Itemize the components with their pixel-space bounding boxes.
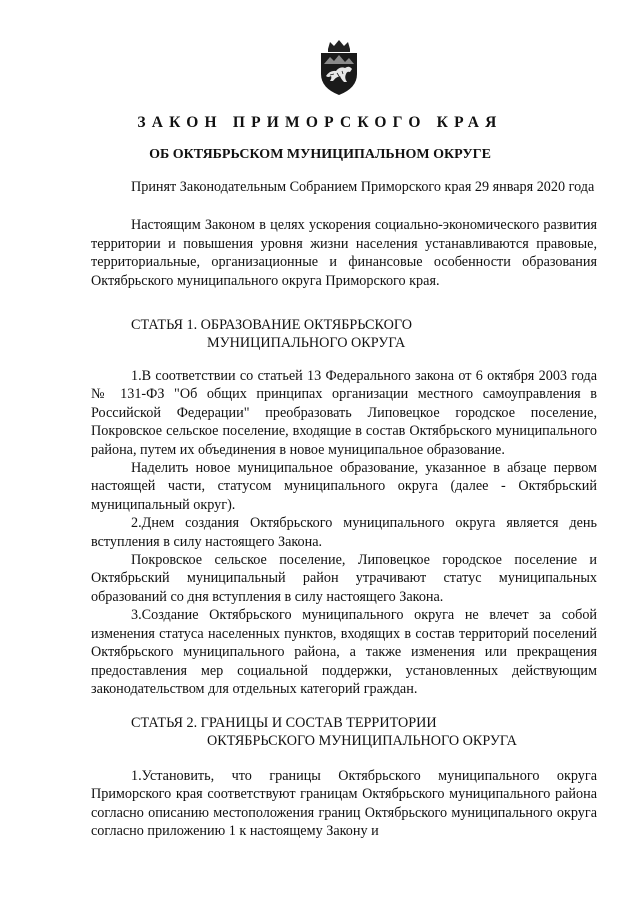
article-1-paragraph: Наделить новое муниципальное образование, указанное в абзаце первом настоящей части, статусом муниципального округа (далее - Октябрьский муниципальный округ). <box>91 460 597 513</box>
article-2-heading-line2: ОКТЯБРЬСКОГО МУНИЦИПАЛЬНОГО ОКРУГА <box>207 733 517 750</box>
article-2-paragraph: 1.Установить, что границы Октябрьского муниципального округа Приморского края соответствуют границам Октябрьского муниципального района согласно описанию местоположения границ Октябрьского муниципального округа согласно приложению 1 к настоящему Закону и <box>91 768 597 840</box>
article-1-body <box>91 367 597 698</box>
preamble-paragraph: Настоящим Законом в целях ускорения социально-экономического развития территории и повышения уровня жизни населения устанавливаются правовые, территориальные, организационные и финансовые особенности образования Октябрьского муниципального округа Приморского края. <box>91 217 597 289</box>
law-title: ЗАКОН ПРИМОРСКОГО КРАЯ <box>137 114 503 131</box>
article-1-paragraph: 2.Днем создания Октябрьского муниципального округа является день вступления в силу настоящего Закона. <box>91 515 597 550</box>
article-1-paragraph: 1.В соответствии со статьей 13 Федерального закона от 6 октября 2003 года № 131-ФЗ "Об общих принципах организации местного самоуправления в Российской Федерации" преобразовать Липовецкое городское поселение, Покровское сельское поселение, входящие в состав Октябрьского муниципального района, путем их объединения в новое муниципальное образование. <box>91 368 597 458</box>
law-subtitle: ОБ ОКТЯБРЬСКОМ МУНИЦИПАЛЬНОМ ОКРУГЕ <box>149 147 491 162</box>
article-2-heading-line1: СТАТЬЯ 2. ГРАНИЦЫ И СОСТАВ ТЕРРИТОРИИ <box>131 715 437 731</box>
coat-of-arms-icon <box>316 40 362 96</box>
adoption-note: Принят Законодательным Собранием Приморского края 29 января 2020 года <box>131 179 595 195</box>
article-1-heading <box>131 316 601 353</box>
article-1-paragraph: 3.Создание Октябрьского муниципального округа не влечет за собой изменения статуса населенных пунктов, входящих в состав территорий поселений Октябрьского муниципального района, а также изменения или прекращения предоставления мер социальной поддержки, установленных действующим законодательством для отдельных категорий граждан. <box>91 607 597 697</box>
article-1-heading-line2: МУНИЦИПАЛЬНОГО ОКРУГА <box>207 335 406 352</box>
article-2-body <box>91 767 597 841</box>
article-1-heading-line1: СТАТЬЯ 1. ОБРАЗОВАНИЕ ОКТЯБРЬСКОГО <box>131 317 412 333</box>
adoption-block <box>91 178 597 290</box>
article-1-paragraph: Покровское сельское поселение, Липовецкое городское поселение и Октябрьский муниципальный район утрачивают статус муниципальных образований со дня вступления в силу настоящего Закона. <box>91 552 597 605</box>
article-2-heading <box>131 714 601 751</box>
